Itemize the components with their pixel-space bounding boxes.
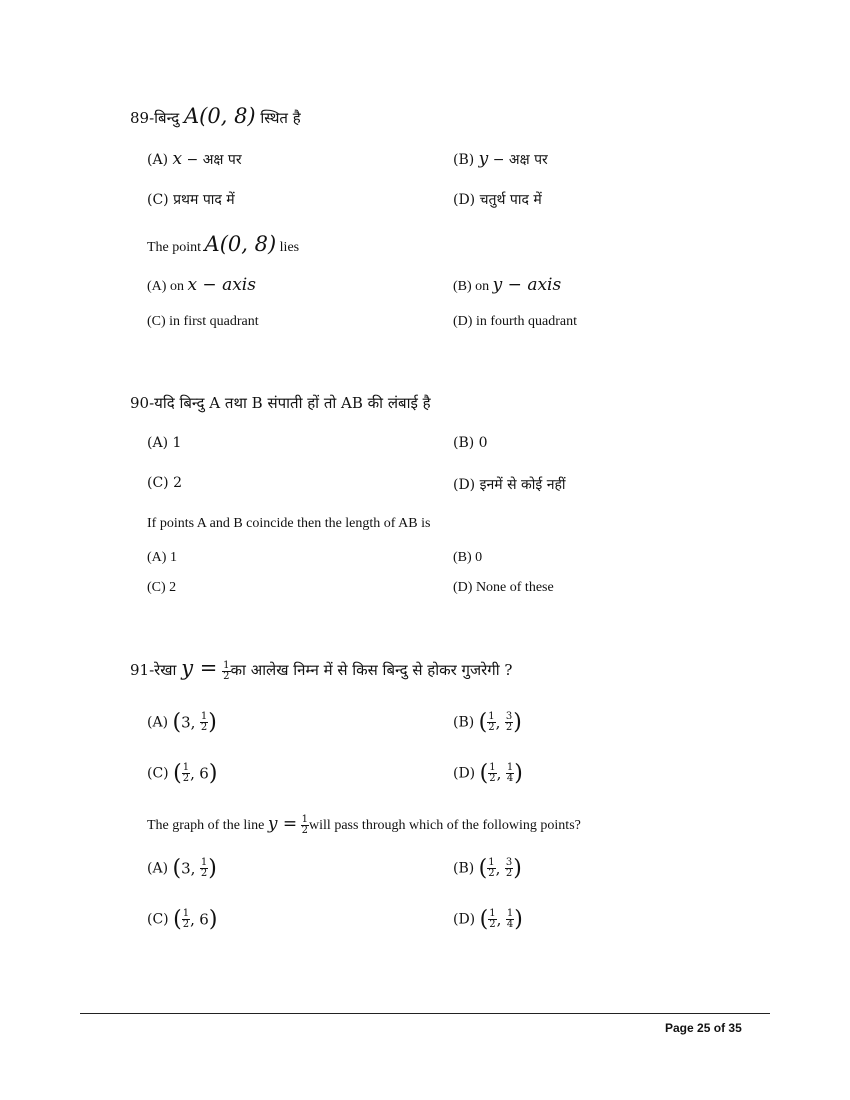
q91-hi-eq-fraction: $\frac{1}{2}$ <box>223 659 230 682</box>
q91-hindi-stem: 91-रेखा y = $\frac{1}{2}$ का आलेख निम्न में से किस बिन्दु से होकर गुजरेगी ? <box>130 656 513 682</box>
q91-hi-option-d: (D) ( $\frac{1}{2}$ , $\frac{1}{4}$ ) <box>453 761 523 786</box>
q90-hindi-stem <box>130 393 431 413</box>
q91-en-option-c: (C) ( $\frac{1}{2}$ , 6) <box>147 907 218 932</box>
page-number-footer: Page 25 of 35 <box>665 1021 742 1035</box>
q91-english-stem: The graph of the line y = $\frac{1}{2}$ will pass through which of the following points? <box>147 814 581 837</box>
q89-hi-option-c: (C) प्रथम पाद में <box>147 192 235 208</box>
q89-hi-tail: स्थित है <box>260 109 301 127</box>
q89-english-stem: The point A(0, 8) lies <box>147 232 300 256</box>
q90-hi-option-c: (C) 2 <box>147 475 183 491</box>
footer-divider <box>80 1013 770 1014</box>
q91-en-option-d: (D) ( $\frac{1}{2}$ , $\frac{1}{4}$ ) <box>453 907 523 932</box>
q90-en-option-d: (D) None of these <box>453 580 554 595</box>
q89-hi-text: बिन्दु <box>154 109 180 127</box>
q90-english-stem: If points A and B coincide then the length of AB is <box>147 516 431 531</box>
q90-hi-option-a: (A) 1 <box>147 435 182 451</box>
q90-hi-option-b: (B) 0 <box>453 435 488 451</box>
q90-en-option-c: (C) 2 <box>147 580 177 595</box>
q91-hi-option-b: (B) ( $\frac{1}{2}$ , $\frac{3}{2}$ ) <box>453 710 522 735</box>
q91-hi-option-c: (C) ( $\frac{1}{2}$ , 6) <box>147 761 218 786</box>
q91-en-eq-fraction: $\frac{1}{2}$ <box>301 814 309 837</box>
q89-en-option-b: (B) on y − axis <box>453 275 562 295</box>
q90-hi-option-d: (D) इनमें से कोई नहीं <box>453 477 566 493</box>
q91-en-option-b: (B) ( $\frac{1}{2}$ , $\frac{3}{2}$ ) <box>453 856 522 881</box>
q89-en-option-d: (D) in fourth quadrant <box>453 314 578 329</box>
q90-en-option-a: (A) 1 <box>147 550 177 565</box>
q89-hi-option-a: (A) x − अक्ष पर <box>147 149 242 169</box>
q89-en-option-a: (A) on x − axis <box>147 275 256 295</box>
q89-en-option-c: (C) in first quadrant <box>147 314 259 329</box>
q89-hi-point: A(0, 8) <box>184 104 256 128</box>
q90-number: 90- <box>130 394 155 412</box>
q91-number: 91- <box>130 661 155 679</box>
q91-en-option-a: (A) (3, $\frac{1}{2}$ ) <box>147 856 217 881</box>
q89-hindi-stem <box>130 104 301 128</box>
q89-hi-option-d: (D) चतुर्थ पाद में <box>453 192 542 208</box>
q89-number: 89- <box>130 109 155 127</box>
q89-hi-option-b: (B) y − अक्ष पर <box>453 149 548 169</box>
q90-hi-text: यदि बिन्दु A तथा B संपाती हों तो AB की लंबाई है <box>154 394 431 412</box>
q90-en-option-b: (B) 0 <box>453 550 483 565</box>
q91-hi-option-a: (A) (3, $\frac{1}{2}$ ) <box>147 710 217 735</box>
